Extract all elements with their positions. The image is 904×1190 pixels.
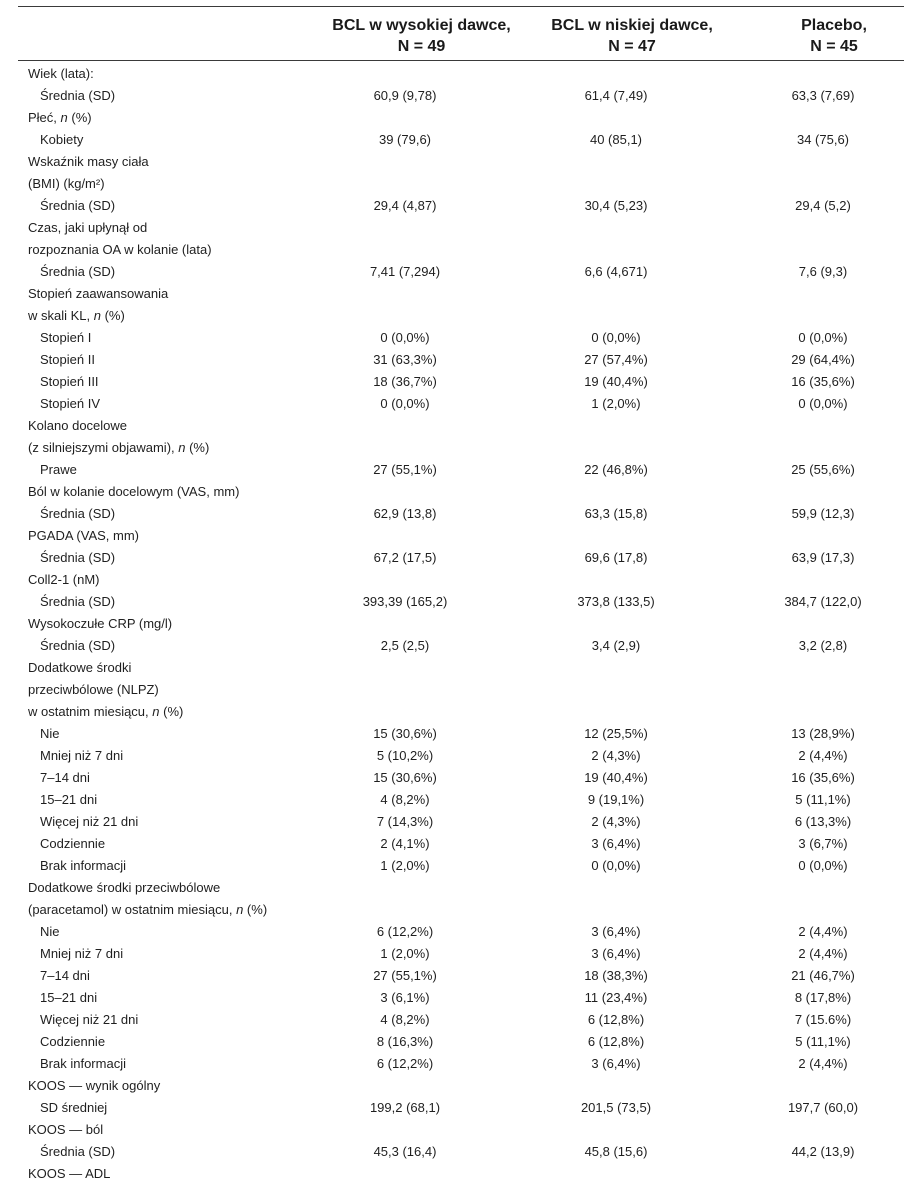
row-label: Kolano docelowe (28, 418, 128, 433)
value-low-dose: 3 (6,4%) (591, 836, 641, 851)
table-row (0, 965, 904, 987)
table-row (0, 459, 904, 481)
table-row (0, 679, 904, 701)
table-row (0, 107, 904, 129)
row-label: Brak informacji (40, 1056, 126, 1071)
row-label: Mniej niż 7 dni (40, 946, 124, 961)
value-high-dose: 3 (6,1%) (380, 990, 430, 1005)
value-placebo: 25 (55,6%) (791, 462, 855, 477)
row-label: 7–14 dni (40, 770, 90, 785)
row-label: Średnia (SD) (40, 1144, 116, 1159)
value-high-dose: 199,2 (68,1) (369, 1100, 441, 1115)
value-placebo: 7,6 (9,3) (798, 264, 848, 279)
row-label: przeciwbólowe (NLPZ) (28, 682, 159, 697)
value-low-dose: 19 (40,4%) (584, 374, 648, 389)
table-row (0, 173, 904, 195)
value-low-dose: 27 (57,4%) (584, 352, 648, 367)
row-label: Więcej niż 21 dni (40, 814, 139, 829)
row-label: Wysokoczułe CRP (mg/l) (28, 616, 173, 631)
value-placebo: 63,9 (17,3) (791, 550, 855, 565)
value-high-dose: 2 (4,1%) (380, 836, 430, 851)
row-label: Ból w kolanie docelowym (VAS, mm) (28, 484, 240, 499)
row-label: Coll2-1 (nM) (28, 572, 100, 587)
table-row (0, 767, 904, 789)
table-row (0, 217, 904, 239)
column-header-high-dose-title: BCL w wysokiej dawce, (332, 17, 511, 34)
value-low-dose: 11 (23,4%) (584, 990, 648, 1005)
row-label: Średnia (SD) (40, 88, 116, 103)
value-high-dose: 0 (0,0%) (380, 330, 430, 345)
table-row (0, 987, 904, 1009)
value-high-dose: 60,9 (9,78) (373, 88, 437, 103)
table-row (0, 1053, 904, 1075)
value-low-dose: 22 (46,8%) (584, 462, 648, 477)
row-label: w ostatnim miesiącu, n (%) (28, 704, 184, 719)
row-label: Prawe (40, 462, 77, 477)
row-label: Czas, jaki upłynął od (28, 220, 148, 235)
table-row (0, 85, 904, 107)
value-high-dose: 62,9 (13,8) (373, 506, 437, 521)
value-placebo: 59,9 (12,3) (791, 506, 855, 521)
value-low-dose: 6 (12,8%) (587, 1034, 645, 1049)
value-high-dose: 45,3 (16,4) (373, 1144, 437, 1159)
value-low-dose: 2 (4,3%) (591, 748, 641, 763)
value-low-dose: 0 (0,0%) (591, 330, 641, 345)
table-row (0, 591, 904, 613)
column-header-high-dose-n: N = 49 (397, 38, 446, 55)
table-row (0, 63, 904, 85)
value-low-dose: 12 (25,5%) (584, 726, 648, 741)
table-row (0, 635, 904, 657)
value-placebo: 0 (0,0%) (798, 396, 848, 411)
row-label: SD średniej (40, 1100, 108, 1115)
value-placebo: 5 (11,1%) (795, 792, 851, 807)
row-label: Średnia (SD) (40, 198, 116, 213)
row-label: Średnia (SD) (40, 506, 116, 521)
table-row (0, 921, 904, 943)
table-row (0, 723, 904, 745)
row-label: 15–21 dni (40, 792, 98, 807)
table-row (0, 943, 904, 965)
row-label: Codziennie (40, 1034, 106, 1049)
table-body (0, 63, 904, 1185)
value-placebo: 16 (35,6%) (791, 374, 855, 389)
table-row (0, 1009, 904, 1031)
row-label: Stopień IV (40, 396, 100, 411)
value-placebo: 6 (13,3%) (794, 814, 852, 829)
table-row (0, 327, 904, 349)
row-label: Mniej niż 7 dni (40, 748, 124, 763)
table-row (0, 1141, 904, 1163)
value-placebo: 2 (4,4%) (798, 1056, 848, 1071)
value-high-dose: 393,39 (165,2) (362, 594, 448, 609)
table-row (0, 283, 904, 305)
value-low-dose: 3 (6,4%) (591, 946, 641, 961)
value-placebo: 2 (4,4%) (798, 946, 848, 961)
value-placebo: 8 (17,8%) (794, 990, 852, 1005)
value-high-dose: 6 (12,2%) (376, 924, 434, 939)
row-label: Brak informacji (40, 858, 126, 873)
value-placebo: 3,2 (2,8) (798, 638, 848, 653)
row-label: Dodatkowe środki (28, 660, 132, 675)
row-label: Więcej niż 21 dni (40, 1012, 139, 1027)
table-row (0, 305, 904, 327)
value-low-dose: 30,4 (5,23) (584, 198, 648, 213)
table-row (0, 349, 904, 371)
table-row (0, 195, 904, 217)
table-row (0, 129, 904, 151)
value-low-dose: 3 (6,4%) (591, 1056, 641, 1071)
row-label: 7–14 dni (40, 968, 90, 983)
row-label: w skali KL, n (%) (28, 308, 125, 323)
table-row (0, 745, 904, 767)
row-label: Średnia (SD) (40, 594, 116, 609)
column-header-low-dose (526, 15, 738, 57)
value-high-dose: 4 (8,2%) (380, 792, 430, 807)
row-label: Średnia (SD) (40, 264, 116, 279)
value-placebo: 21 (46,7%) (791, 968, 855, 983)
value-high-dose: 7,41 (7,294) (369, 264, 441, 279)
value-placebo: 13 (28,9%) (791, 726, 855, 741)
table-row (0, 151, 904, 173)
value-low-dose: 201,5 (73,5) (580, 1100, 652, 1115)
column-header-placebo-title: Placebo, (801, 17, 867, 34)
row-label: Stopień III (40, 374, 99, 389)
value-high-dose: 67,2 (17,5) (373, 550, 437, 565)
row-label: Stopień I (40, 330, 92, 345)
table-row (0, 811, 904, 833)
value-high-dose: 4 (8,2%) (380, 1012, 430, 1027)
table-row (0, 1163, 904, 1185)
value-low-dose: 6 (12,8%) (587, 1012, 645, 1027)
value-high-dose: 15 (30,6%) (373, 770, 437, 785)
table-row (0, 415, 904, 437)
row-label: Dodatkowe środki przeciwbólowe (28, 880, 221, 895)
row-label: Wiek (lata): (28, 66, 94, 81)
value-placebo: 7 (15.6%) (794, 1012, 852, 1027)
value-low-dose: 63,3 (15,8) (584, 506, 648, 521)
value-placebo: 197,7 (60,0) (787, 1100, 859, 1115)
value-low-dose: 19 (40,4%) (584, 770, 648, 785)
table-row (0, 855, 904, 877)
table-row (0, 899, 904, 921)
value-placebo: 63,3 (7,69) (791, 88, 855, 103)
value-low-dose: 3,4 (2,9) (591, 638, 641, 653)
value-high-dose: 27 (55,1%) (373, 968, 437, 983)
table-row (0, 393, 904, 415)
table-row (0, 525, 904, 547)
value-low-dose: 40 (85,1) (589, 132, 643, 147)
header-top-rule (18, 6, 904, 7)
value-placebo: 3 (6,7%) (798, 836, 848, 851)
value-placebo: 2 (4,4%) (798, 748, 848, 763)
table-row (0, 789, 904, 811)
row-label: (paracetamol) w ostatnim miesiącu, n (%) (28, 902, 268, 917)
row-label: Nie (40, 726, 60, 741)
value-high-dose: 8 (16,3%) (376, 1034, 434, 1049)
value-low-dose: 61,4 (7,49) (584, 88, 648, 103)
value-high-dose: 1 (2,0%) (380, 946, 430, 961)
value-low-dose: 3 (6,4%) (591, 924, 641, 939)
table-header (18, 0, 904, 61)
row-label: rozpoznania OA w kolanie (lata) (28, 242, 212, 257)
row-label: KOOS — ADL (28, 1166, 111, 1181)
table-row (0, 613, 904, 635)
table-row (0, 1097, 904, 1119)
row-label: KOOS — wynik ogólny (28, 1078, 161, 1093)
value-placebo: 29 (64,4%) (791, 352, 855, 367)
value-high-dose: 0 (0,0%) (380, 396, 430, 411)
table-row (0, 239, 904, 261)
row-label: (z silniejszymi objawami), n (%) (28, 440, 210, 455)
table-row (0, 481, 904, 503)
value-placebo: 384,7 (122,0) (784, 594, 862, 609)
value-low-dose: 18 (38,3%) (584, 968, 648, 983)
value-high-dose: 31 (63,3%) (373, 352, 437, 367)
value-placebo: 0 (0,0%) (798, 858, 848, 873)
value-high-dose: 15 (30,6%) (373, 726, 437, 741)
row-label: (BMI) (kg/m²) (28, 176, 105, 191)
column-header-placebo (748, 15, 904, 57)
row-label: Średnia (SD) (40, 638, 116, 653)
value-low-dose: 0 (0,0%) (591, 858, 641, 873)
column-header-high-dose (304, 15, 539, 57)
value-high-dose: 2,5 (2,5) (380, 638, 430, 653)
table-row (0, 833, 904, 855)
row-label: Codziennie (40, 836, 106, 851)
table-row (0, 701, 904, 723)
row-label: Kobiety (40, 132, 84, 147)
value-high-dose: 6 (12,2%) (376, 1056, 434, 1071)
row-label: Stopień II (40, 352, 95, 367)
row-label: Nie (40, 924, 60, 939)
value-placebo: 2 (4,4%) (798, 924, 848, 939)
value-placebo: 29,4 (5,2) (795, 198, 851, 213)
value-high-dose: 5 (10,2%) (376, 748, 434, 763)
value-low-dose: 1 (2,0%) (591, 396, 641, 411)
header-bottom-rule (18, 60, 904, 61)
column-header-low-dose-title: BCL w niskiej dawce, (551, 17, 713, 34)
table-row (0, 569, 904, 591)
value-high-dose: 7 (14,3%) (376, 814, 434, 829)
column-header-low-dose-n: N = 47 (608, 38, 656, 55)
row-label: KOOS — ból (28, 1122, 104, 1137)
value-high-dose: 39 (79,6) (378, 132, 432, 147)
value-placebo: 0 (0,0%) (798, 330, 848, 345)
value-high-dose: 18 (36,7%) (373, 374, 437, 389)
value-placebo: 5 (11,1%) (795, 1034, 851, 1049)
table-row (0, 877, 904, 899)
value-high-dose: 27 (55,1%) (373, 462, 437, 477)
table-row (0, 1075, 904, 1097)
table-row (0, 1031, 904, 1053)
value-placebo: 34 (75,6) (796, 132, 850, 147)
value-high-dose: 1 (2,0%) (380, 858, 430, 873)
row-label: PGADA (VAS, mm) (28, 528, 139, 543)
table-row (0, 547, 904, 569)
value-placebo: 44,2 (13,9) (791, 1144, 855, 1159)
value-low-dose: 45,8 (15,6) (584, 1144, 648, 1159)
value-low-dose: 6,6 (4,671) (584, 264, 648, 279)
table-row (0, 657, 904, 679)
table-row (0, 1119, 904, 1141)
row-label: 15–21 dni (40, 990, 98, 1005)
table-row (0, 503, 904, 525)
value-low-dose: 69,6 (17,8) (584, 550, 648, 565)
table-row (0, 437, 904, 459)
row-label: Stopień zaawansowania (28, 286, 169, 301)
table-row (0, 371, 904, 393)
table-row (0, 261, 904, 283)
row-label: Płeć, n (%) (28, 110, 92, 125)
row-label: Średnia (SD) (40, 550, 116, 565)
value-high-dose: 29,4 (4,87) (373, 198, 437, 213)
value-low-dose: 9 (19,1%) (587, 792, 645, 807)
value-low-dose: 373,8 (133,5) (577, 594, 655, 609)
value-low-dose: 2 (4,3%) (591, 814, 641, 829)
value-placebo: 16 (35,6%) (791, 770, 855, 785)
column-header-placebo-n: N = 45 (810, 38, 858, 55)
row-label: Wskaźnik masy ciała (28, 154, 149, 169)
